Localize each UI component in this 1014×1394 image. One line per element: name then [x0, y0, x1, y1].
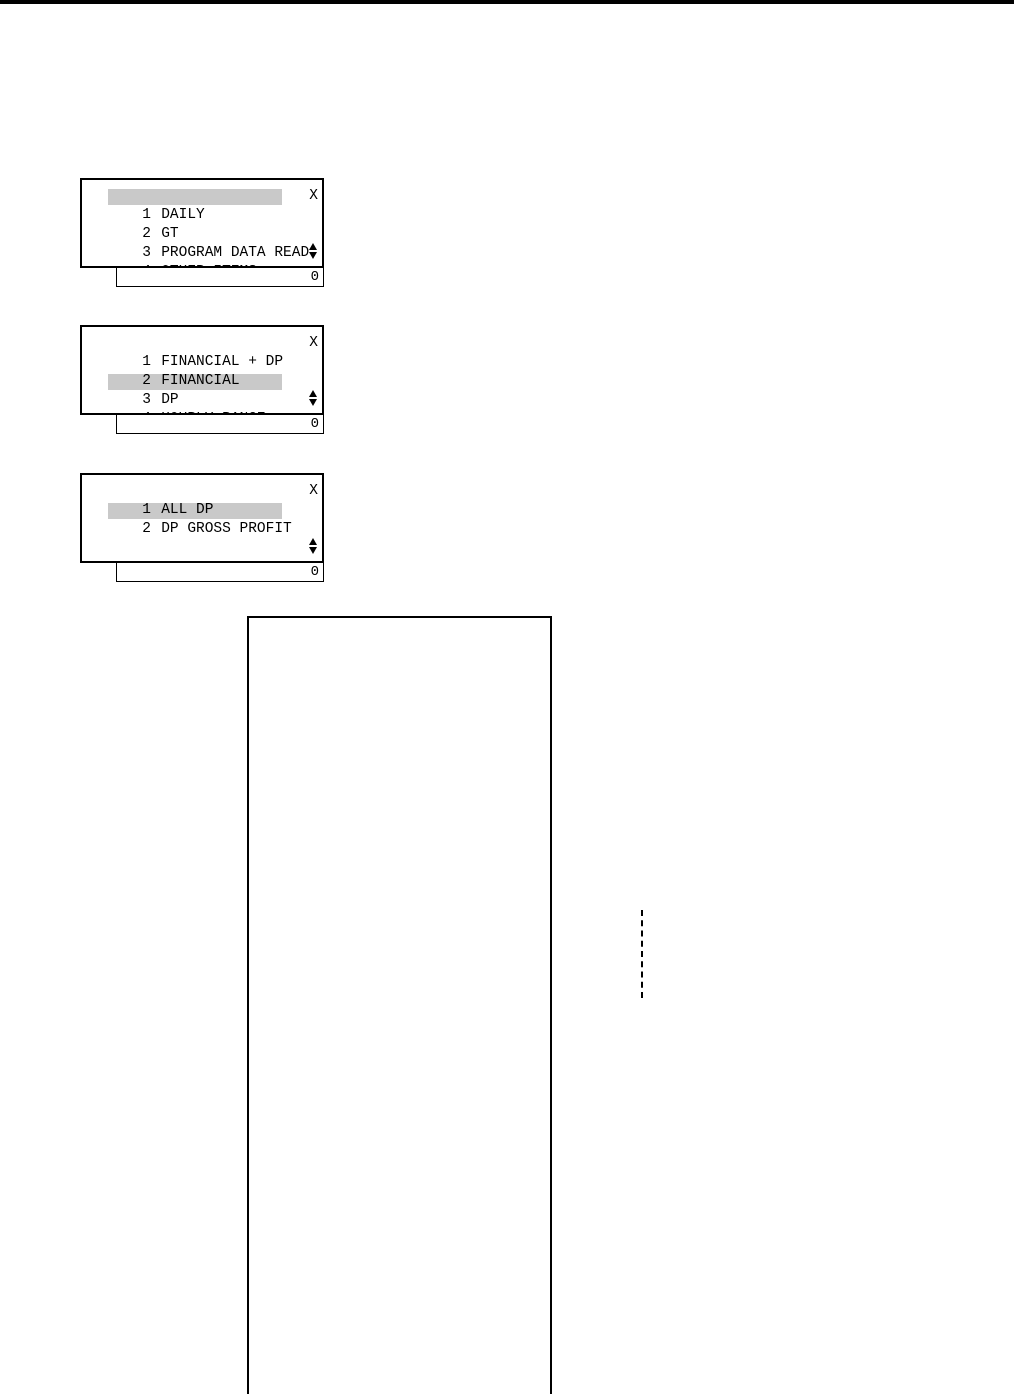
menu-item[interactable] [90, 354, 242, 389]
menu-item[interactable] [90, 335, 285, 370]
status-value: 0 [310, 269, 319, 285]
menu-item-label: DP GROSS PROFIT [161, 521, 292, 537]
menu-item-label: DAILY [161, 207, 205, 223]
menu-item-label: GT [161, 226, 179, 242]
lcd-screen [80, 325, 324, 415]
status-value: 0 [310, 564, 319, 580]
lcd-display-2 [80, 325, 324, 434]
mode-indicator: X [309, 335, 318, 351]
menu-item-label: FINANCIAL [161, 373, 240, 389]
menu-item-number: 2 [142, 226, 151, 242]
menu-item-label: PROGRAM DATA READ [161, 245, 310, 261]
menu-item-number: 1 [142, 354, 151, 370]
menu-item[interactable] [90, 392, 268, 410]
menu-item[interactable] [90, 188, 207, 223]
menu-item-number: 3 [142, 392, 151, 408]
lcd-status-bar [116, 415, 324, 434]
up-down-arrows-icon [308, 537, 318, 555]
lcd-screen [80, 473, 324, 563]
menu-item-number: 1 [142, 207, 151, 223]
menu-item[interactable] [90, 483, 215, 518]
menu-item-number: 2 [142, 373, 151, 389]
receipt-printout [247, 616, 552, 1394]
menu-item[interactable] [90, 245, 259, 263]
menu-item[interactable] [90, 373, 181, 408]
lcd-status-bar [116, 268, 324, 287]
mode-indicator: X [309, 483, 318, 499]
menu-item-number: 2 [142, 521, 151, 537]
up-down-arrows-icon [308, 389, 318, 407]
up-down-arrows-icon [308, 242, 318, 260]
menu-item-label: ALL DP [161, 502, 214, 518]
lcd-display-3 [80, 473, 324, 582]
menu-item[interactable] [90, 226, 311, 261]
menu-item-label: DP [161, 392, 179, 408]
dashed-bracket-line [641, 910, 643, 998]
top-rule [0, 0, 1014, 4]
menu-item[interactable] [90, 207, 181, 242]
menu-item-number: 3 [142, 245, 151, 261]
lcd-screen [80, 178, 324, 268]
menu-item-number: 1 [142, 502, 151, 518]
menu-item[interactable] [90, 502, 294, 537]
menu-item-label: FINANCIAL + DP [161, 354, 284, 370]
lcd-status-bar [116, 563, 324, 582]
status-value: 0 [310, 416, 319, 432]
mode-indicator: X [309, 188, 318, 204]
lcd-display-1 [80, 178, 324, 287]
